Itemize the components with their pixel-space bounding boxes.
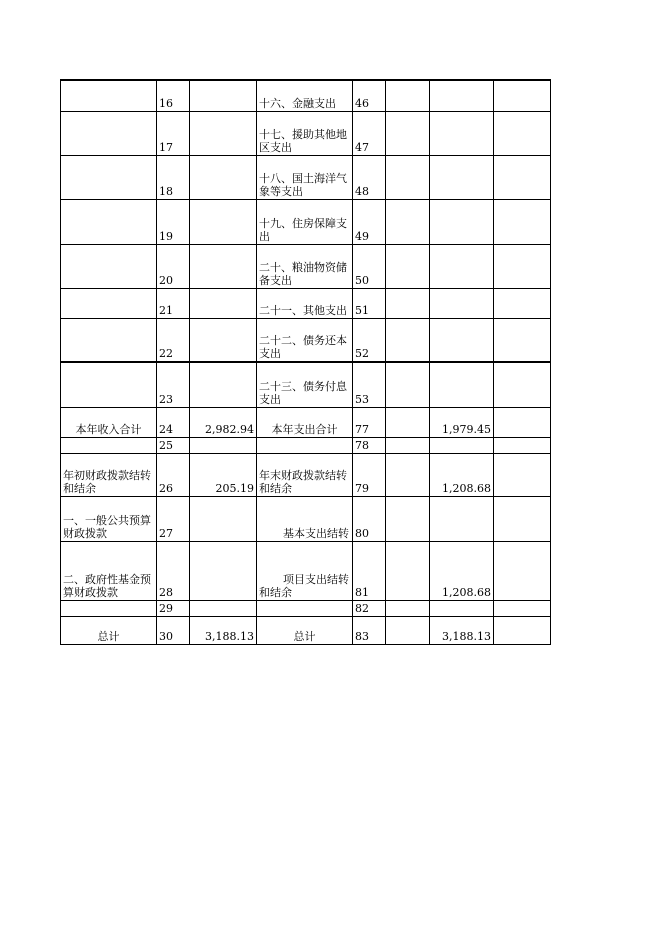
expense-item-cell: 十八、国土海洋气象等支出 [257, 155, 353, 199]
expense-item-cell [257, 437, 353, 453]
income-line-no: 30 [157, 616, 190, 644]
expense-amount [430, 199, 494, 244]
table-row [61, 111, 551, 155]
expense-col-a [386, 288, 430, 318]
income-line-no: 27 [157, 496, 190, 541]
income-line-no: 25 [157, 437, 190, 453]
expense-item-cell: 十七、援助其他地区支出 [257, 111, 353, 155]
table-row [61, 453, 551, 496]
income-line-no: 16 [157, 80, 190, 111]
income-amount: 205.19 [190, 453, 257, 496]
expense-line-no: 79 [353, 453, 386, 496]
income-line-no: 26 [157, 453, 190, 496]
expense-col-a [386, 199, 430, 244]
expense-line-no: 48 [353, 155, 386, 199]
expense-item-cell: 项目支出结转和结余 [257, 541, 353, 600]
expense-amount [430, 318, 494, 362]
expense-col-c [494, 318, 551, 362]
income-item-cell: 二、政府性基金预算财政拨款 [61, 541, 157, 600]
expense-line-no: 47 [353, 111, 386, 155]
expense-amount [430, 362, 494, 407]
income-line-no: 20 [157, 244, 190, 288]
expense-line-no: 52 [353, 318, 386, 362]
income-amount [190, 362, 257, 407]
expense-col-a [386, 616, 430, 644]
expense-col-a [386, 80, 430, 111]
expense-line-no: 77 [353, 407, 386, 437]
expense-line-no: 53 [353, 362, 386, 407]
budget-table [60, 79, 551, 645]
table-row [61, 155, 551, 199]
income-amount [190, 437, 257, 453]
expense-line-no: 78 [353, 437, 386, 453]
expense-col-c [494, 541, 551, 600]
income-line-no: 28 [157, 541, 190, 600]
expense-col-c [494, 80, 551, 111]
expense-amount [430, 496, 494, 541]
expense-item-cell [257, 600, 353, 616]
expense-item-cell: 十九、住房保障支出 [257, 199, 353, 244]
income-item-cell [61, 199, 157, 244]
income-item-cell [61, 244, 157, 288]
income-item-cell [61, 80, 157, 111]
expense-amount [430, 155, 494, 199]
expense-col-a [386, 600, 430, 616]
grand-total-label: 总计 [257, 616, 353, 644]
expense-line-no: 80 [353, 496, 386, 541]
income-item-cell: 一、一般公共预算财政拨款 [61, 496, 157, 541]
expense-item-cell: 二十一、其他支出 [257, 288, 353, 318]
expense-item-cell: 年末财政拨款结转和结余 [257, 453, 353, 496]
income-line-no: 29 [157, 600, 190, 616]
table-row [61, 541, 551, 600]
income-amount [190, 244, 257, 288]
expense-item-cell: 二十三、债务付息支出 [257, 362, 353, 407]
expense-amount [430, 111, 494, 155]
income-total-label: 本年收入合计 [61, 407, 157, 437]
expense-col-c [494, 600, 551, 616]
income-item-cell [61, 155, 157, 199]
income-item-cell [61, 362, 157, 407]
expense-col-c [494, 288, 551, 318]
expense-line-no: 49 [353, 199, 386, 244]
income-amount [190, 199, 257, 244]
table-row [61, 407, 551, 437]
income-item-cell: 年初财政拨款结转和结余 [61, 453, 157, 496]
table-row [61, 437, 551, 453]
grand-total-label: 总计 [61, 616, 157, 644]
expense-line-no: 82 [353, 600, 386, 616]
income-line-no: 19 [157, 199, 190, 244]
expense-item-cell: 二十、粮油物资储备支出 [257, 244, 353, 288]
expense-col-a [386, 496, 430, 541]
expense-col-a [386, 244, 430, 288]
expense-col-c [494, 407, 551, 437]
income-amount: 2,982.94 [190, 407, 257, 437]
expense-col-c [494, 453, 551, 496]
income-amount [190, 318, 257, 362]
expense-total-label: 本年支出合计 [257, 407, 353, 437]
expense-col-a [386, 407, 430, 437]
expense-col-a [386, 453, 430, 496]
expense-amount: 1,208.68 [430, 453, 494, 496]
income-amount: 3,188.13 [190, 616, 257, 644]
expense-col-c [494, 362, 551, 407]
expense-amount [430, 600, 494, 616]
expense-col-c [494, 496, 551, 541]
income-item-cell [61, 600, 157, 616]
table-row [61, 362, 551, 407]
table-row [61, 616, 551, 644]
expense-col-c [494, 616, 551, 644]
table-row [61, 318, 551, 362]
expense-item-cell: 二十二、债务还本支出 [257, 318, 353, 362]
income-item-cell [61, 111, 157, 155]
expense-amount: 1,979.45 [430, 407, 494, 437]
expense-col-c [494, 437, 551, 453]
income-line-no: 23 [157, 362, 190, 407]
table-row [61, 80, 551, 111]
expense-line-no: 83 [353, 616, 386, 644]
expense-col-c [494, 155, 551, 199]
income-item-cell [61, 288, 157, 318]
table-row [61, 496, 551, 541]
table-row [61, 244, 551, 288]
expense-col-a [386, 155, 430, 199]
income-amount [190, 288, 257, 318]
expense-amount: 1,208.68 [430, 541, 494, 600]
expense-col-a [386, 318, 430, 362]
expense-line-no: 51 [353, 288, 386, 318]
expense-col-c [494, 199, 551, 244]
expense-item-cell: 基本支出结转 [257, 496, 353, 541]
income-item-cell [61, 318, 157, 362]
expense-line-no: 46 [353, 80, 386, 111]
expense-amount [430, 244, 494, 288]
income-line-no: 22 [157, 318, 190, 362]
table-row [61, 199, 551, 244]
expense-col-a [386, 541, 430, 600]
income-line-no: 24 [157, 407, 190, 437]
expense-amount [430, 288, 494, 318]
expense-line-no: 50 [353, 244, 386, 288]
expense-col-a [386, 437, 430, 453]
expense-line-no: 81 [353, 541, 386, 600]
income-amount [190, 541, 257, 600]
income-line-no: 18 [157, 155, 190, 199]
income-amount [190, 111, 257, 155]
expense-col-a [386, 111, 430, 155]
expense-col-c [494, 111, 551, 155]
expense-amount [430, 80, 494, 111]
expense-amount: 3,188.13 [430, 616, 494, 644]
expense-col-a [386, 362, 430, 407]
income-item-cell [61, 437, 157, 453]
expense-item-cell: 十六、金融支出 [257, 80, 353, 111]
income-line-no: 17 [157, 111, 190, 155]
table-row [61, 600, 551, 616]
income-amount [190, 600, 257, 616]
table-row [61, 288, 551, 318]
expense-amount [430, 437, 494, 453]
income-amount [190, 155, 257, 199]
income-amount [190, 496, 257, 541]
expense-col-c [494, 244, 551, 288]
income-amount [190, 80, 257, 111]
income-line-no: 21 [157, 288, 190, 318]
